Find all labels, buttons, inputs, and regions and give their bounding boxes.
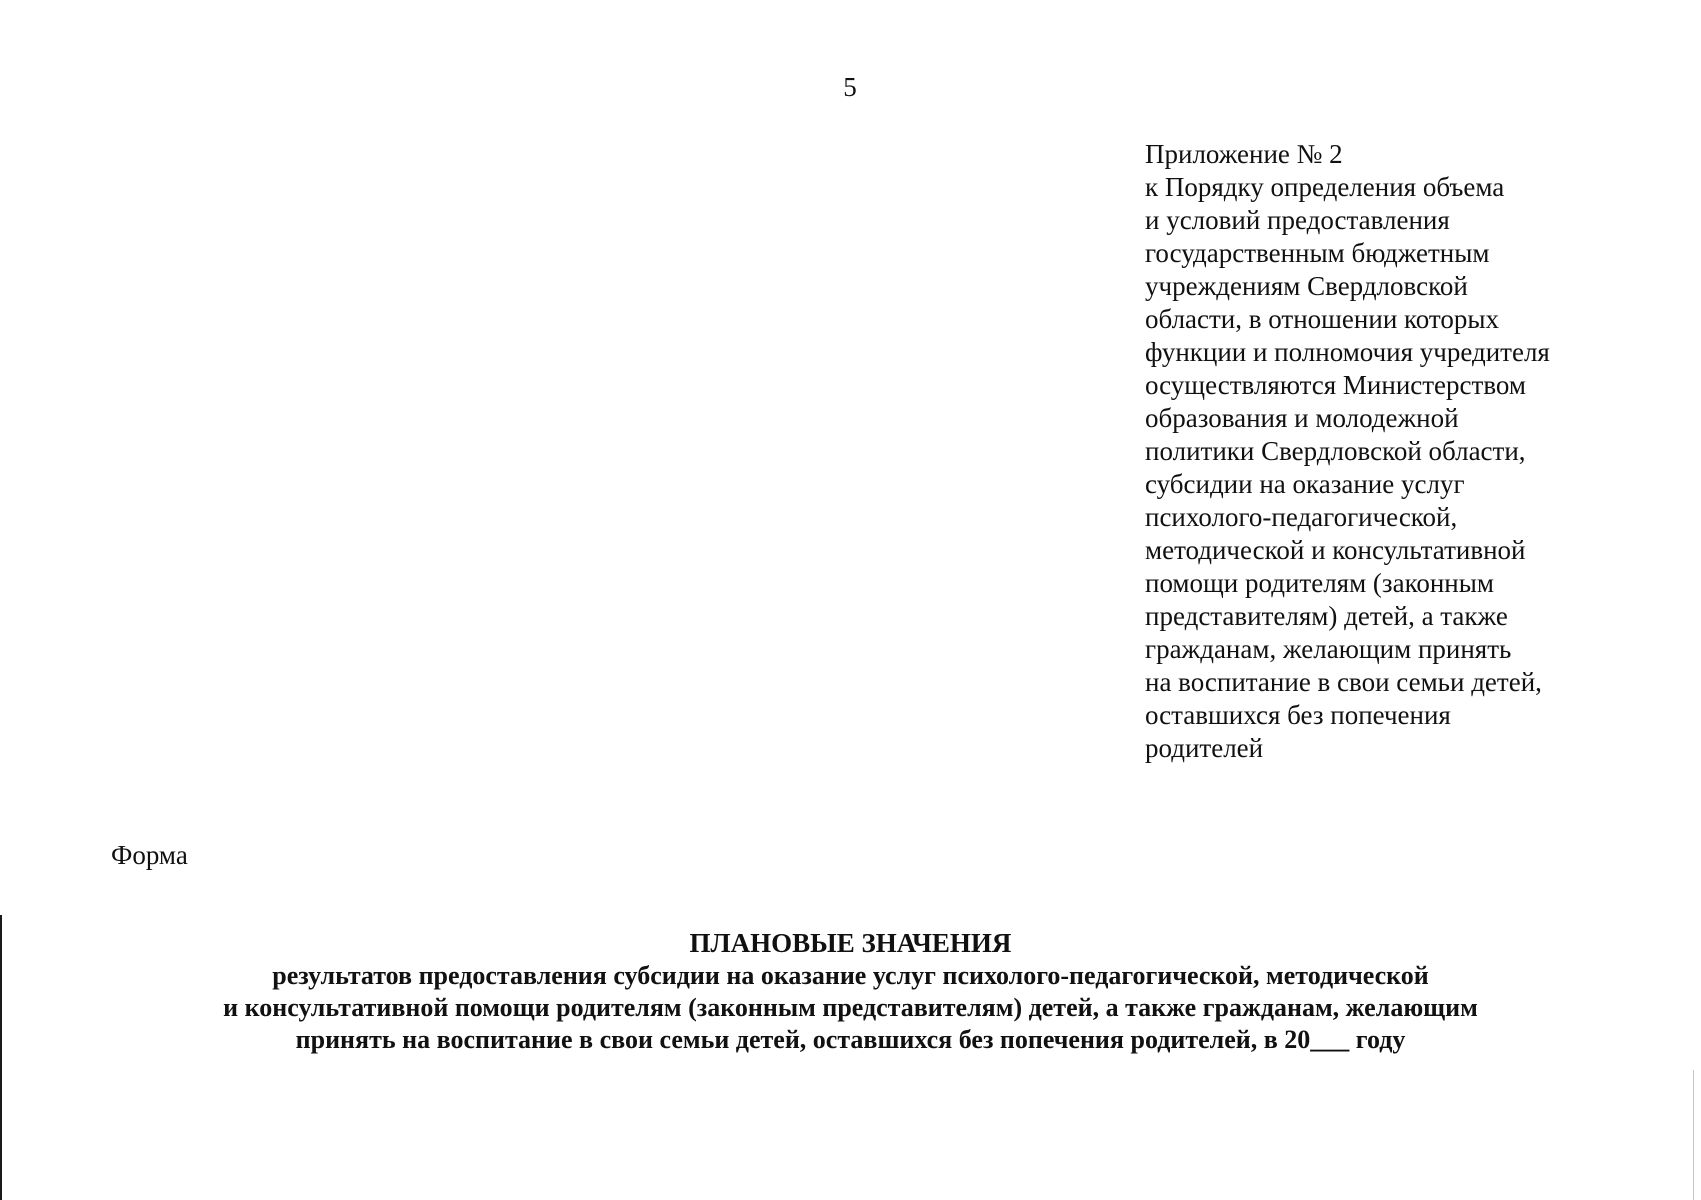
form-label: Форма (111, 840, 188, 870)
appendix-line: государственным бюджетным (1145, 238, 1490, 268)
appendix-line: гражданам, желающим принять (1145, 634, 1512, 664)
document-subtitle-line: и консультативной помощи родителям (законным представителям) детей, а также гражданам, желающим (223, 993, 1478, 1022)
document-subtitle-line: результатов предоставления субсидии на оказание услуг психолого-педагогической, методической (272, 961, 1429, 990)
page-number: 5 (843, 72, 857, 102)
appendix-line: и условий предоставления (1145, 205, 1450, 235)
appendix-line: функции и полномочия учредителя (1145, 337, 1550, 367)
scan-edge-line (1693, 1070, 1694, 1200)
appendix-line: к Порядку определения объема (1145, 172, 1505, 202)
appendix-reference-block (1145, 138, 1645, 765)
appendix-line: области, в отношении которых (1145, 304, 1499, 334)
appendix-line: представителям) детей, а также (1145, 601, 1508, 631)
document-title: ПЛАНОВЫЕ ЗНАЧЕНИЯ (689, 928, 1012, 958)
appendix-line: политики Свердловской области, (1145, 436, 1526, 466)
appendix-line: родителей (1145, 733, 1264, 763)
appendix-line: учреждениям Свердловской (1145, 271, 1468, 301)
appendix-line: психолого-педагогической, (1145, 502, 1458, 532)
appendix-line: Приложение № 2 (1145, 139, 1343, 169)
appendix-line: помощи родителям (законным (1145, 568, 1494, 598)
appendix-line: на воспитание в свои семьи детей, (1145, 667, 1542, 697)
document-title-block (0, 926, 1701, 1056)
appendix-line: методической и консультативной (1145, 535, 1526, 565)
scan-edge-line (0, 915, 2, 1200)
appendix-line: осуществляются Министерством (1145, 370, 1526, 400)
appendix-line: образования и молодежной (1145, 403, 1459, 433)
document-subtitle-line: принять на воспитание в свои семьи детей, оставшихся без попечения родителей, в 20___ году (295, 1025, 1406, 1054)
appendix-line: оставшихся без попечения (1145, 700, 1451, 730)
appendix-line: субсидии на оказание услуг (1145, 469, 1465, 499)
